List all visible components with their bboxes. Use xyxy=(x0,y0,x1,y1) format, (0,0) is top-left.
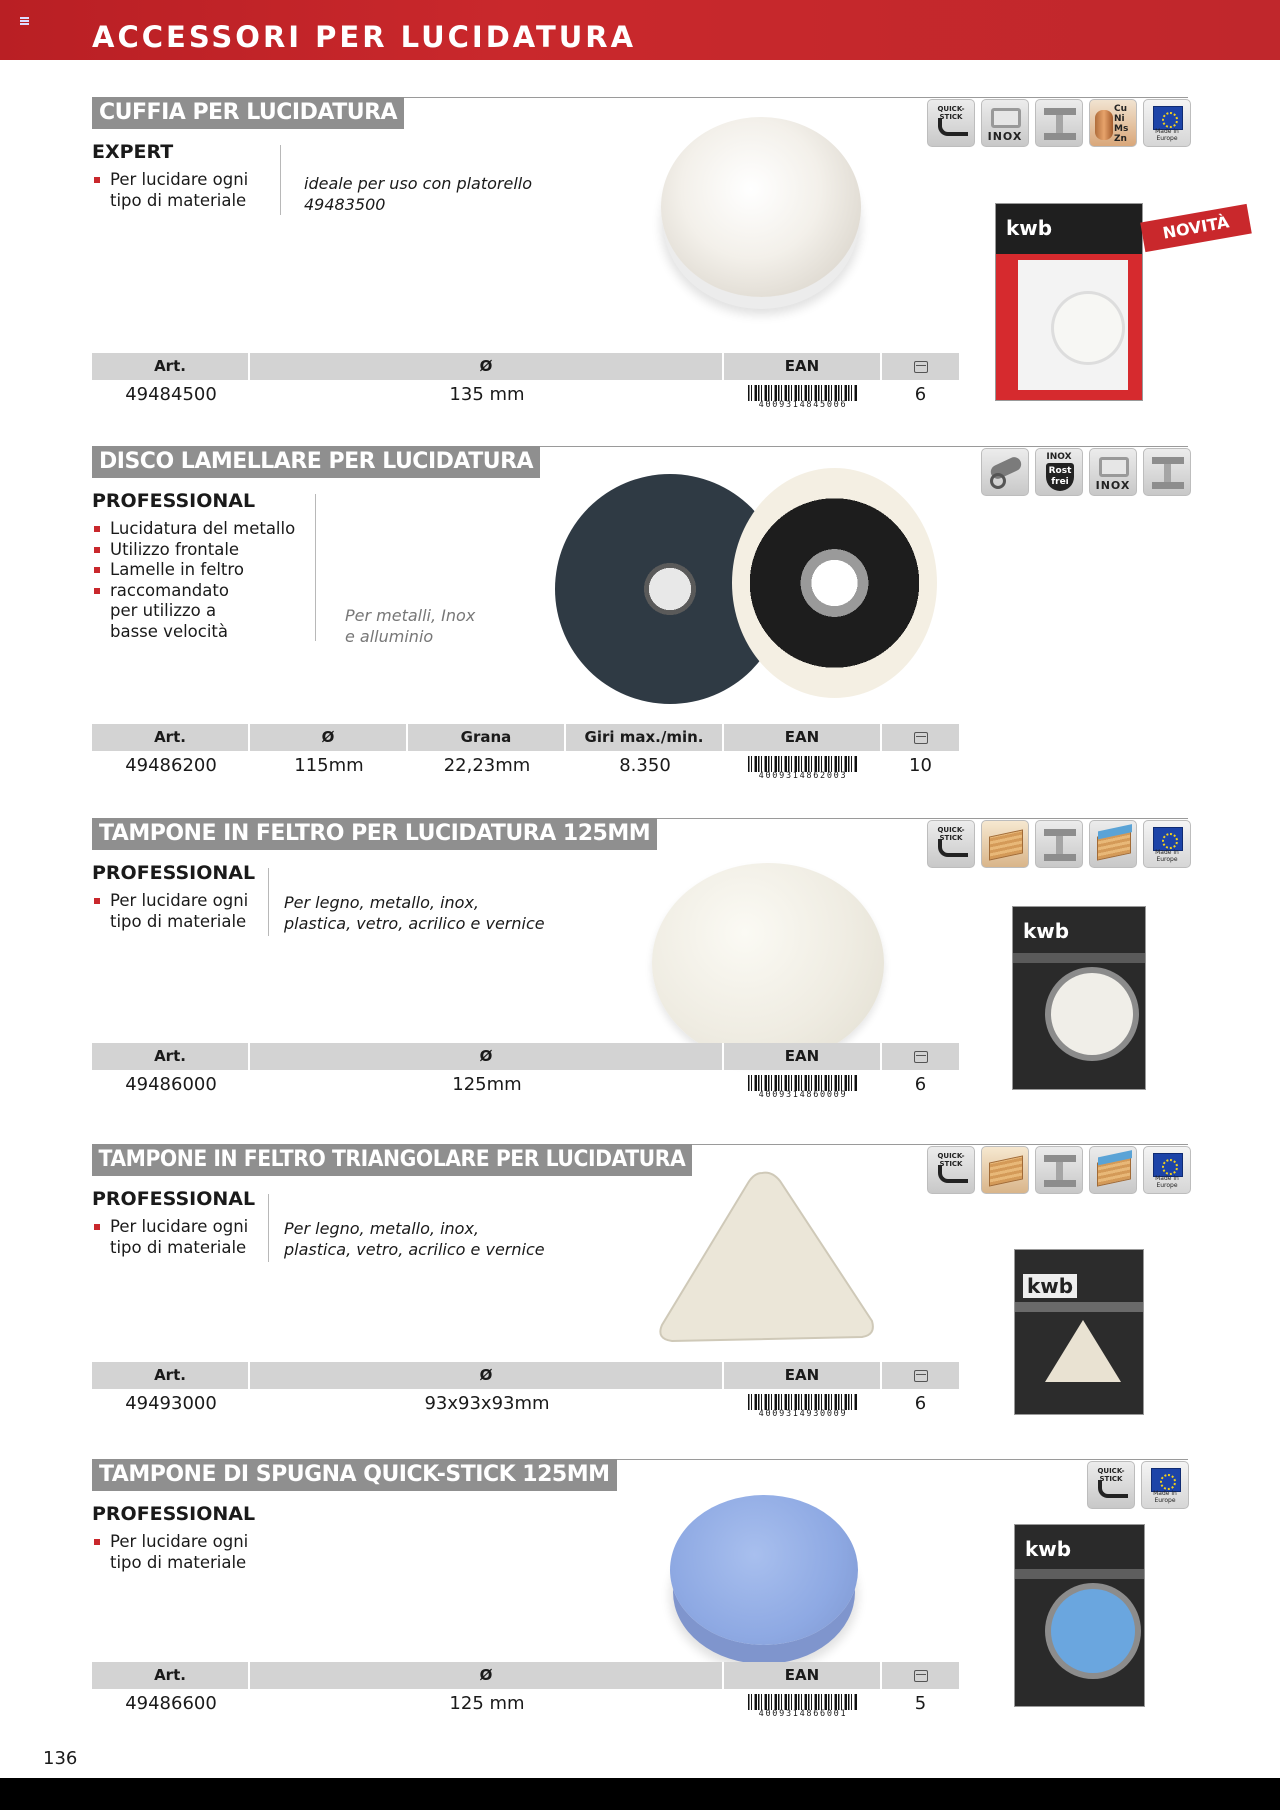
package-qty-icon xyxy=(914,361,928,373)
col-diameter: Ø xyxy=(250,724,408,751)
col-art: Art. xyxy=(92,1362,250,1389)
ean-barcode: 4009314860009 xyxy=(724,1070,882,1100)
diameter-value: 93x93x93mm xyxy=(424,1393,550,1414)
spec-table xyxy=(92,353,959,410)
usage-note: Per metalli, Inox e alluminio xyxy=(345,606,476,646)
metals-icon: Cu Ni Ms Zn xyxy=(1089,99,1137,147)
art-number: 49486600 xyxy=(125,1693,217,1714)
product-grade: EXPERT xyxy=(92,141,174,163)
col-qty xyxy=(882,1662,959,1689)
section-title: TAMPONE IN FELTRO PER LUCIDATURA 125MM xyxy=(92,818,657,850)
table-row xyxy=(92,751,959,781)
steel-beam-icon xyxy=(1035,99,1083,147)
feature-list xyxy=(92,1532,248,1573)
art-number: 49484500 xyxy=(125,384,217,405)
inox-sink-icon: INOX xyxy=(981,99,1029,147)
art-number: 49486000 xyxy=(125,1074,217,1095)
steel-beam-icon xyxy=(1035,1146,1083,1194)
eu-flag-icon: Made in Europe xyxy=(1143,1146,1191,1194)
col-diameter: Ø xyxy=(250,1662,724,1689)
qty-value: 10 xyxy=(909,755,932,776)
col-ean: EAN xyxy=(724,1662,882,1689)
diameter-value: 135 mm xyxy=(449,384,525,405)
feature-list xyxy=(92,519,295,642)
col-diameter: Ø xyxy=(250,1043,724,1070)
usage-note: Per legno, metallo, inox, plastica, vetro, acrilico e vernice xyxy=(284,1219,545,1259)
quick-stick-icon: QUICK-STICK xyxy=(927,1146,975,1194)
quick-stick-icon: QUICK-STICK xyxy=(927,820,975,868)
feature-item: Per lucidare ogni tipo di materiale xyxy=(92,170,248,211)
product-image xyxy=(652,1169,878,1349)
col-art: Art. xyxy=(92,1662,250,1689)
product-section xyxy=(0,1459,1280,1759)
section-title: CUFFIA PER LUCIDATURA xyxy=(92,97,404,129)
product-image-secondary xyxy=(732,468,937,698)
quick-stick-icon: QUICK-STICK xyxy=(927,99,975,147)
package-qty-icon xyxy=(914,1670,928,1682)
col-qty xyxy=(882,353,959,380)
table-row xyxy=(92,1389,959,1419)
painted-wood-icon xyxy=(1089,1146,1137,1194)
giri-value: 8.350 xyxy=(619,755,671,776)
inox-sink-icon: INOX xyxy=(1089,448,1137,496)
col-ean: EAN xyxy=(724,1362,882,1389)
qty-value: 6 xyxy=(914,1074,927,1095)
page-title: ACCESSORI PER LUCIDATURA xyxy=(92,20,637,54)
art-number: 49486200 xyxy=(125,755,217,776)
rost-frei-icon: INOX Rost frei xyxy=(1035,448,1083,496)
package-qty-icon xyxy=(914,1051,928,1063)
feature-item: Utilizzo frontale xyxy=(92,540,295,561)
feature-item: Per lucidare ogni tipo di materiale xyxy=(92,1217,248,1258)
spec-table xyxy=(92,1662,959,1719)
col-ean: EAN xyxy=(724,353,882,380)
painted-wood-icon xyxy=(1089,820,1137,868)
table-header xyxy=(92,353,959,380)
spec-table xyxy=(92,1362,959,1419)
product-grade: PROFESSIONAL xyxy=(92,862,256,884)
col-giri: Giri max./min. xyxy=(566,724,724,751)
material-icons xyxy=(1087,1461,1189,1509)
page-header xyxy=(0,0,1280,60)
product-grade: PROFESSIONAL xyxy=(92,1188,256,1210)
product-section xyxy=(0,818,1280,1108)
package-qty-icon xyxy=(914,732,928,744)
package-image: kwb xyxy=(995,203,1143,401)
wood-icon xyxy=(981,820,1029,868)
material-icons xyxy=(927,820,1191,868)
material-icons xyxy=(927,99,1191,147)
col-qty xyxy=(882,724,959,751)
steel-beam-icon xyxy=(1035,820,1083,868)
product-section xyxy=(0,97,1280,410)
col-grana: Grana xyxy=(408,724,566,751)
col-ean: EAN xyxy=(724,724,882,751)
table-header xyxy=(92,1043,959,1070)
wood-icon xyxy=(981,1146,1029,1194)
eu-flag-icon: Made in Europe xyxy=(1143,99,1191,147)
angle-grinder-icon xyxy=(981,448,1029,496)
usage-note: Per legno, metallo, inox, plastica, vetro, acrilico e vernice xyxy=(284,893,545,933)
product-section xyxy=(0,1144,1280,1434)
package-image: kwb xyxy=(1012,906,1146,1090)
ean-barcode: 4009314845006 xyxy=(724,380,882,410)
eu-flag-icon: Made in Europe xyxy=(1143,820,1191,868)
feature-item: Lamelle in feltro xyxy=(92,560,295,581)
material-icons xyxy=(981,448,1191,496)
ean-barcode: 4009314866001 xyxy=(724,1689,882,1719)
divider-line xyxy=(268,1194,269,1262)
divider-line xyxy=(268,868,269,936)
diameter-value: 125 mm xyxy=(449,1693,525,1714)
product-grade: PROFESSIONAL xyxy=(92,490,256,512)
grana-value: 22,23mm xyxy=(443,755,531,776)
package-qty-icon xyxy=(914,1370,928,1382)
col-diameter: Ø xyxy=(250,1362,724,1389)
product-image xyxy=(661,117,861,297)
art-number: 49493000 xyxy=(125,1393,217,1414)
feature-item: Per lucidare ogni tipo di materiale xyxy=(92,891,248,932)
feature-item: Lucidatura del metallo xyxy=(92,519,295,540)
table-header xyxy=(92,1362,959,1389)
usage-note: ideale per uso con platorello 49483500 xyxy=(304,174,533,214)
footer-bar xyxy=(0,1778,1280,1810)
ean-barcode: 4009314862003 xyxy=(724,751,882,781)
col-diameter: Ø xyxy=(250,353,724,380)
table-row xyxy=(92,380,959,410)
table-header xyxy=(92,1662,959,1689)
qty-value: 6 xyxy=(914,384,927,405)
table-row xyxy=(92,1070,959,1100)
product-section xyxy=(0,446,1280,781)
package-image: kwb xyxy=(1014,1524,1145,1707)
feature-item: Per lucidare ogni tipo di materiale xyxy=(92,1532,248,1573)
col-qty xyxy=(882,1362,959,1389)
qty-value: 6 xyxy=(914,1393,927,1414)
col-qty xyxy=(882,1043,959,1070)
table-header xyxy=(92,724,959,751)
diameter-value: 115mm xyxy=(294,755,364,776)
divider-line xyxy=(315,494,316,641)
table-row xyxy=(92,1689,959,1719)
section-title: TAMPONE IN FELTRO TRIANGOLARE PER LUCIDATURA xyxy=(92,1144,692,1176)
page-number: 136 xyxy=(43,1748,78,1769)
divider-line xyxy=(280,145,281,215)
section-title: DISCO LAMELLARE PER LUCIDATURA xyxy=(92,446,540,478)
col-art: Art. xyxy=(92,353,250,380)
feature-list xyxy=(92,1217,248,1258)
feature-item: raccomandato per utilizzo a basse velocità xyxy=(92,581,295,643)
product-image xyxy=(670,1495,858,1645)
product-image xyxy=(652,863,884,1063)
spec-table xyxy=(92,724,959,781)
diameter-value: 125mm xyxy=(452,1074,522,1095)
product-grade: PROFESSIONAL xyxy=(92,1503,256,1525)
menu-icon[interactable] xyxy=(20,17,29,25)
col-art: Art. xyxy=(92,1043,250,1070)
col-ean: EAN xyxy=(724,1043,882,1070)
ean-barcode: 4009314930009 xyxy=(724,1389,882,1419)
feature-list xyxy=(92,891,248,932)
col-art: Art. xyxy=(92,724,250,751)
new-badge: NOVITÀ xyxy=(1140,204,1252,252)
steel-beam-icon xyxy=(1143,448,1191,496)
quick-stick-icon: QUICK-STICK xyxy=(1087,1461,1135,1509)
qty-value: 5 xyxy=(914,1693,927,1714)
feature-list xyxy=(92,170,248,211)
material-icons xyxy=(927,1146,1191,1194)
spec-table xyxy=(92,1043,959,1100)
package-image: kwb xyxy=(1014,1249,1144,1415)
eu-flag-icon: Made in Europe xyxy=(1141,1461,1189,1509)
section-title: TAMPONE DI SPUGNA QUICK-STICK 125MM xyxy=(92,1459,617,1491)
